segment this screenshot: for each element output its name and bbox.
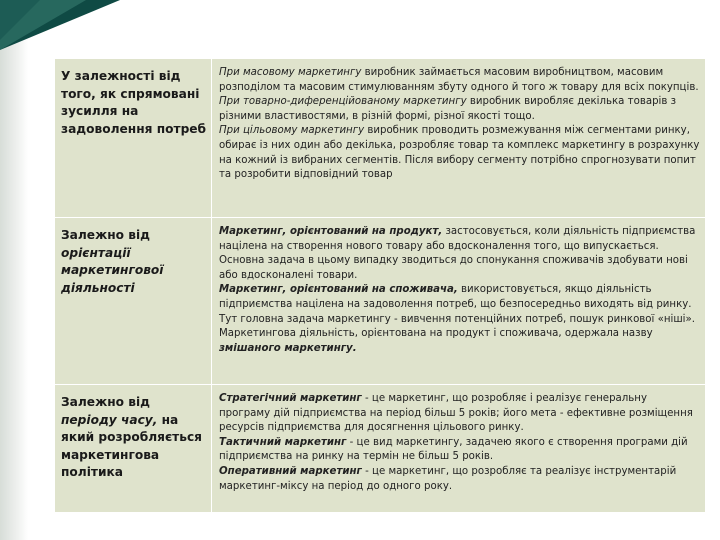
definition: - це маркетинг, що розробляє і реалізує генеральну програму дій підприємства на період більш 5 років; його мета - ефективне розміщення ресурсів підприємства для досягнення цільового ринку.	[219, 393, 693, 434]
row-label	[55, 218, 212, 385]
term: Маркетинг, орієнтований на продукт,	[219, 226, 443, 237]
row-description	[212, 218, 706, 385]
term: При цільовому маркетингу	[219, 125, 365, 137]
left-gradient-strip	[0, 0, 28, 540]
table-row	[55, 59, 706, 218]
row-label	[55, 59, 212, 218]
definition: використовується, якщо діяльність підприємства націлена на задоволення потреб, що безпосередньо виходять від ринку. Тут головна задача маркетингу - вивчення потенційних потреб, пошук ринкової «ніші».	[219, 284, 695, 325]
row-description	[212, 59, 706, 218]
row-label-emphasis: орієнтації маркетингової діяльності	[61, 245, 164, 295]
table-row	[55, 385, 706, 513]
paragraph	[219, 436, 700, 465]
paragraph	[219, 392, 700, 436]
row-label-emphasis: періоду часу,	[61, 412, 158, 427]
term: Стратегічний маркетинг	[219, 393, 362, 404]
term: Оперативний маркетинг	[219, 465, 362, 477]
paragraph	[219, 124, 700, 182]
paragraph	[219, 465, 700, 494]
row-label-text: У залежності від того, як спрямовані зусилля на задоволення потреб	[61, 69, 207, 136]
definition: виробник займається масовим виробництвом, масовим розподілом та масовим стимулюванням збуту одного й того ж товару для всіх покупців.	[219, 67, 699, 93]
row-description	[212, 385, 706, 513]
paragraph	[219, 95, 700, 124]
row-label-text: Залежно від	[61, 395, 150, 409]
row-label-text: на який розробляється маркетингова політика	[61, 412, 203, 479]
definition: виробник проводить розмежування між сегментами ринку, обирає із них один або декілька, розробляє товар та комплекс маркетингу в розрахунку на кожний із вибраних сегментів. Після вибору сегменту потрібно спрогнозувати попит та розробити відповідний товар	[219, 125, 700, 181]
paragraph	[219, 283, 700, 327]
table-row	[55, 218, 706, 385]
marketing-classification-table	[54, 58, 706, 513]
term: Тактичний маркетинг	[219, 436, 347, 448]
definition: виробник виробляє декілька товарів з різними властивостями, в різній формі, різної якості тощо.	[219, 96, 677, 122]
row-label	[55, 385, 212, 513]
definition: застосовується, коли діяльність підприємства націлена на створення нового товару або вдосконалення того, що випускається. Основна задача в цьому випадку зводиться до спонукання споживачів здобувати нові або вдосконалені товари.	[219, 226, 696, 281]
corner-decoration-light	[0, 0, 40, 40]
term: При масовому маркетингу	[219, 67, 362, 78]
term: змішаного маркетингу.	[219, 342, 357, 354]
definition: Маркетингова діяльність, орієнтована на продукт і споживача, одержала назву	[219, 328, 653, 340]
paragraph	[219, 225, 700, 283]
definition: - це вид маркетингу, задачею якого є створення програми дій підприємства на ринку на термін не більш 5 років.	[219, 436, 688, 463]
term: Маркетинг, орієнтований на споживача,	[219, 284, 458, 296]
term: При товарно-диференційованому маркетингу	[219, 96, 467, 108]
paragraph	[219, 327, 700, 356]
definition: - це маркетинг, що розробляє та реалізує інструментарій маркетинг-міксу на період до одного року.	[219, 465, 677, 492]
paragraph	[219, 66, 700, 95]
row-label-text: Залежно від	[61, 228, 150, 242]
